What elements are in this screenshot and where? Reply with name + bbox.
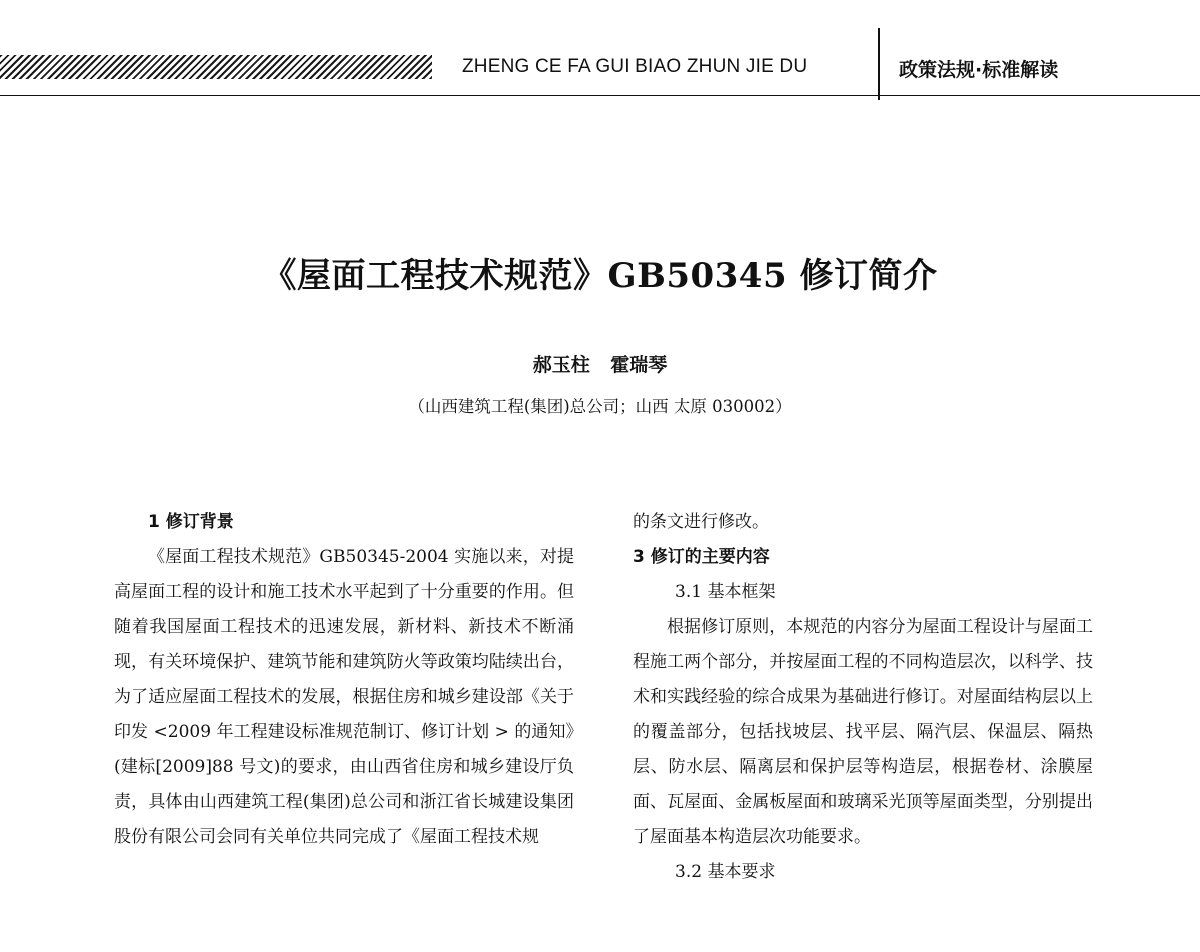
article-affiliation: （山西建筑工程(集团)总公司；山西 太原 030002）: [408, 397, 792, 416]
section-3-1-heading: 3.1 基本框架: [675, 582, 776, 602]
article-authors: 郝玉柱 霍瑞琴: [532, 354, 668, 376]
section-1-paragraph: 《屋面工程技术规范》GB50345-2004 实施以来，对提高屋面工程的设计和施工技术水平起到了十分重要的作用。但随着我国屋面工程技术的迅速发展，新材料、新技术不断涌现，有关环境保护、建筑节能和建筑防火等政策均陆续出台，为了适应屋面工程技术的发展，根据住房和城乡建设部《关于印发 <2009 年工程建设标准规范制订、修订计划 > 的通知》(建标[2009]88 号文)的要求，由山西省住房和城乡建设厅负责，具体由山西建筑工程(集团)总公司和浙江省长城建设集团股份有限公司会同有关单位共同完成了《屋面工程技术规: [114, 547, 574, 847]
section-3-heading: 3 修订的主要内容: [633, 547, 770, 567]
continuation-text: 的条文进行修改。: [633, 512, 769, 532]
header-rule: [0, 95, 1200, 96]
article-title: 《屋面工程技术规范》GB50345 修订简介: [262, 256, 938, 296]
section-3-2-heading: 3.2 基本要求: [675, 862, 776, 882]
running-header: [0, 0, 1200, 100]
right-column: [633, 505, 1093, 890]
running-title-en: ZHENG CE FA GUI BIAO ZHUN JIE DU: [462, 56, 808, 77]
running-title-cn: 政策法规·标准解读: [899, 59, 1059, 81]
header-hatch-band: [0, 55, 432, 79]
section-1-heading: 1 修订背景: [148, 512, 234, 532]
section-3-1-paragraph: 根据修订原则，本规范的内容分为屋面工程设计与屋面工程施工两个部分，并按屋面工程的不同构造层次，以科学、技术和实践经验的综合成果为基础进行修订。对屋面结构层以上的覆盖部分，包括找坡层、找平层、隔汽层、保温层、隔热层、防水层、隔离层和保护层等构造层，根据卷材、涂膜屋面、瓦屋面、金属板屋面和玻璃采光顶等屋面类型，分别提出了屋面基本构造层次功能要求。: [633, 617, 1093, 847]
header-divider: [878, 28, 880, 100]
left-column: [114, 505, 574, 855]
